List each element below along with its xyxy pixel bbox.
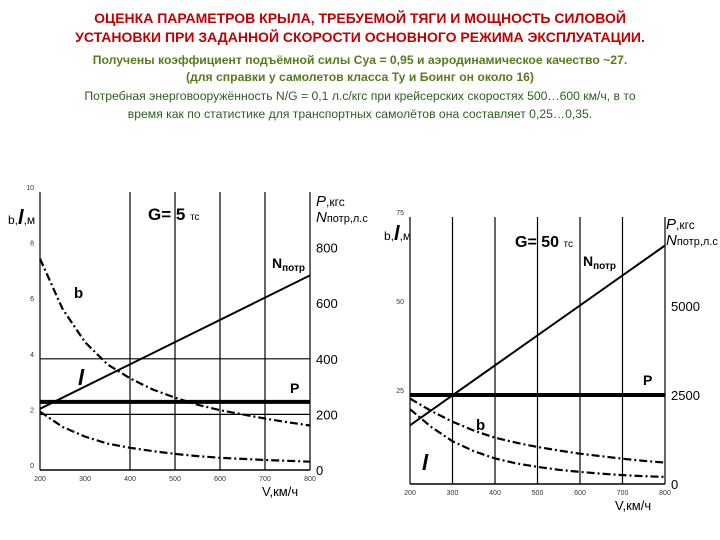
chart-title: G= 50 тс	[515, 234, 573, 251]
right-axis-label-line1: P,кгс	[666, 216, 695, 233]
left-axis-label: b,l,м	[384, 223, 412, 245]
chart-title: G= 5 тс	[148, 205, 200, 224]
right-tick-label: 0	[316, 463, 324, 478]
x-tick-label: 200	[404, 490, 416, 497]
right-tick-label: 2500	[671, 388, 700, 403]
x-tick-label: 600	[214, 476, 226, 483]
label-b: b	[476, 417, 486, 434]
title-line-2: УСТАНОВКИ ПРИ ЗАДАННОЙ СКОРОСТИ ОСНОВНОГО РЕЖИМА ЭКСПЛУАТАЦИИ.	[75, 29, 645, 45]
left-tick-label: 4	[30, 351, 34, 359]
right-tick-label: 800	[316, 240, 338, 256]
x-tick-label: 700	[616, 490, 629, 497]
label-p: P	[290, 380, 300, 396]
right-tick-label: 200	[316, 407, 338, 423]
label-l: l	[422, 450, 429, 475]
chart-1	[8, 185, 368, 499]
text-line-4: время как по статистике для транспортных самолётов она составляет 0,25…0,35.	[127, 107, 593, 121]
right-axis-label-line2: Nпотр,л.с	[666, 232, 718, 249]
x-axis-label: V,км/ч	[615, 498, 652, 513]
left-tick-label: 8	[30, 240, 34, 248]
x-tick-label: 500	[531, 490, 544, 497]
label-b: b	[74, 285, 84, 302]
text-line-1: Получены коэффициент подъёмной силы Cya = 0,95 и аэродинамическое качество ~27.	[92, 53, 628, 67]
chart-2	[384, 210, 718, 513]
x-tick-label: 300	[79, 476, 91, 483]
right-axis-label-line1: P,кгс	[316, 193, 345, 210]
x-tick-label: 400	[124, 476, 136, 483]
left-tick-label: 50	[396, 299, 404, 306]
x-axis-label: V,км/ч	[262, 484, 299, 499]
left-axis-label: b,l,м	[8, 207, 36, 229]
label-l: l	[78, 365, 85, 390]
right-tick-label: 5000	[671, 299, 700, 314]
right-tick-label: 600	[316, 296, 338, 312]
label-p: P	[643, 372, 653, 388]
text-line-2: (для справки у самолетов класса Ту и Боинг он около 16)	[186, 70, 534, 84]
x-tick-label: 400	[489, 490, 501, 497]
x-tick-label: 500	[169, 476, 181, 483]
x-tick-label: 600	[574, 490, 586, 497]
label-npotr: $N_{потр}$	[583, 253, 617, 272]
left-tick-label: 2	[30, 407, 34, 415]
label-npotr: $N_{потр}$	[272, 255, 306, 274]
right-tick-label: 400	[316, 351, 338, 367]
left-tick-label: 6	[30, 296, 34, 304]
left-tick-label: 75	[396, 210, 404, 217]
left-tick-label: 0	[30, 463, 34, 470]
x-tick-label: 200	[34, 476, 46, 483]
x-tick-label: 300	[446, 490, 459, 497]
x-tick-label: 800	[304, 476, 316, 483]
left-tick-label: 25	[396, 388, 404, 395]
title-line-1: ОЦЕНКА ПАРАМЕТРОВ КРЫЛА, ТРЕБУЕМОЙ ТЯГИ И МОЩНОСТЬ СИЛОВОЙ	[94, 10, 626, 26]
right-axis-label-line2: Nпотр,л.с	[316, 209, 368, 226]
right-tick-label: 0	[671, 477, 679, 492]
left-tick-label: 10	[26, 185, 34, 192]
x-tick-label: 800	[659, 490, 671, 497]
text-line-3: Потребная энерговооружённость N/G = 0,1 л.с/кгс при крейсерских скоростях 500…600 км/ч, в то	[84, 89, 636, 103]
x-tick-label: 700	[259, 476, 271, 483]
